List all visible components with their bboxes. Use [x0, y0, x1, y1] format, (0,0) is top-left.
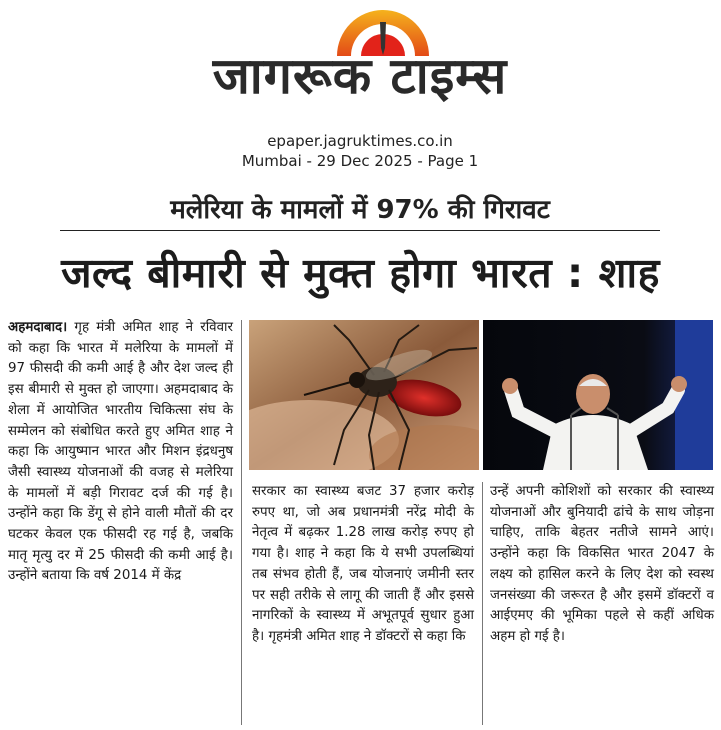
column-divider [482, 482, 483, 725]
kicker-rule [60, 230, 660, 231]
article-headline: जल्द बीमारी से मुक्त होगा भारत : शाह [61, 249, 660, 297]
article-column-2: सरकार का स्वास्थ्य बजट 37 हजार करोड़ रुपए था, जो अब प्रधानमंत्री नरेंद्र मोदी के नेतृत्व में बढ़कर 1.28 लाख करोड़ रुपए हो गया है। शाह ने कहा कि ये सभी उपलब्धियां तब संभव होती हैं, जब योजनाएं जमीनी स्तर पर सही तरीके से लागू की जाती हैं और इससे नागरिकों के स्वास्थ्य में अभूतपूर्व सुधार हुआ है। गृहमंत्री अमित शाह ने डॉक्टरों से कहा कि [252, 484, 474, 644]
logo-wordmark: जागरूक टाइम्स [212, 47, 508, 105]
article-column-1 [8, 318, 233, 728]
column-1-text: गृह मंत्री अमित शाह ने रविवार को कहा कि भारत में मलेरिया के मामलों में 97 फीसदी की कमी आई है और देश जल्द ही इस बीमारी से मुक्त हो जाएगा। अहमदाबाद के शेला में आयोजित भारतीय चिकित्सा संघ के सम्मेलन को संबोधित करते हुए अमित शाह ने कहा कि आयुष्मान भारत और मिशन इंद्रधनुष जैसी स्वास्थ्य योजनाओं की वजह से मलेरिया के मामलों में बड़ी गिरावट दर्ज की गई है। उन्होंने कहा कि डेंगू से होने वाली मौतों की दर घटकर केवल एक फीसदी रह गई है, जबकि मातृ मृत्यु दर में 25 फीसदी की कमी आई है। उन्होंने बताया कि वर्ष 2014 में केंद्र [8, 320, 233, 584]
article-dateline: अहमदाबाद। [8, 320, 68, 335]
epaper-url[interactable]: epaper.jagruktimes.co.in [267, 132, 453, 150]
column-divider [241, 320, 242, 725]
edition-line: Mumbai - 29 Dec 2025 - Page 1 [241, 152, 479, 170]
speaker-photo [483, 320, 713, 470]
article-kicker: मलेरिया के मामलों में 97% की गिरावट [170, 195, 550, 225]
mosquito-photo [249, 320, 479, 470]
masthead [0, 0, 721, 170]
article-column-3: उन्हें अपनी कोशिशों को सरकार की स्वास्थ्य योजनाओं और बुनियादी ढांचे के साथ जोड़ना चाहिए, ताकि बेहतर नतीजे सामने आएं। उन्होंने कहा कि विकसित भारत 2047 के लक्ष्य को हासिल करने के लिए देश को स्वस्थ जनसंख्या की जरूरत है और इसमें डॉक्टरों व आईएमए की भूमिका पहले से कहीं अधिक अहम हो गई है। [490, 484, 714, 644]
